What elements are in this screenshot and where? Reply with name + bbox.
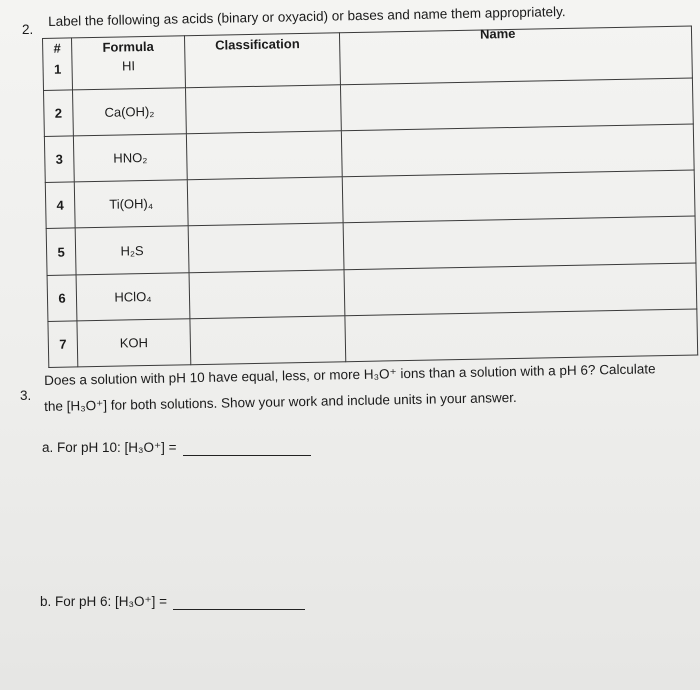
- question-2-number: 2.: [22, 22, 34, 37]
- question-3-prompt-line-1: Does a solution with pH 10 have equal, less, or more H₃O⁺ ions than a solution with a pH 6? Calculate: [44, 361, 656, 388]
- row-7-classification-cell[interactable]: [190, 316, 346, 365]
- row-7-number: 7: [48, 321, 78, 368]
- row-7-formula: KOH: [77, 319, 191, 367]
- answer-blank-ph6[interactable]: [173, 594, 305, 610]
- row-1-name-cell[interactable]: [339, 26, 692, 85]
- row-1-classification-cell[interactable]: [184, 33, 340, 88]
- row-5-number: 5: [46, 228, 76, 275]
- question-3-number: 3.: [20, 388, 32, 403]
- row-1-number: 1: [53, 61, 62, 77]
- row-5-name-cell[interactable]: [343, 216, 696, 269]
- row-7-name-cell[interactable]: [345, 309, 698, 362]
- row-4-name-cell[interactable]: [342, 170, 695, 223]
- row-3-classification-cell[interactable]: [186, 131, 342, 180]
- row-6-name-cell[interactable]: [344, 263, 697, 316]
- question-3a-label: a. For pH 10: [H₃O⁺] =: [42, 440, 177, 455]
- question-3-prompt-line-2: the [H₃O⁺] for both solutions. Show your work and include units in your answer.: [44, 389, 517, 414]
- answer-blank-ph10[interactable]: [183, 440, 311, 456]
- row-2-formula: Ca(OH)₂: [73, 88, 187, 136]
- row-4-classification-cell[interactable]: [187, 177, 343, 226]
- question-3b-label: b. For pH 6: [H₃O⁺] =: [40, 594, 168, 609]
- acid-base-table: [42, 26, 698, 368]
- row-6-formula: HClO₄: [76, 272, 190, 320]
- row-6-classification-cell[interactable]: [189, 269, 345, 318]
- row-2-name-cell[interactable]: [340, 78, 693, 131]
- row-3-formula: HNO₂: [73, 134, 187, 182]
- row-4-number: 4: [45, 182, 75, 229]
- header-formula: Formula HI: [72, 36, 186, 90]
- question-2-prompt: Label the following as acids (binary or oxyacid) or bases and name them appropriately.: [48, 4, 566, 29]
- row-5-formula: H₂S: [75, 226, 189, 274]
- header-name: Name: [479, 25, 516, 42]
- header-number: # 1: [43, 38, 73, 90]
- row-6-number: 6: [47, 275, 77, 322]
- row-2-classification-cell[interactable]: [185, 85, 341, 134]
- question-3b: [40, 594, 305, 610]
- row-3-name-cell[interactable]: [341, 124, 694, 177]
- row-3-number: 3: [44, 136, 74, 183]
- header-classification: Classification: [215, 36, 300, 53]
- row-1-formula: HI: [121, 58, 136, 74]
- row-2-number: 2: [44, 90, 74, 137]
- question-3a: [42, 440, 311, 456]
- row-5-classification-cell[interactable]: [188, 223, 344, 272]
- row-4-formula: Ti(OH)₄: [74, 180, 188, 228]
